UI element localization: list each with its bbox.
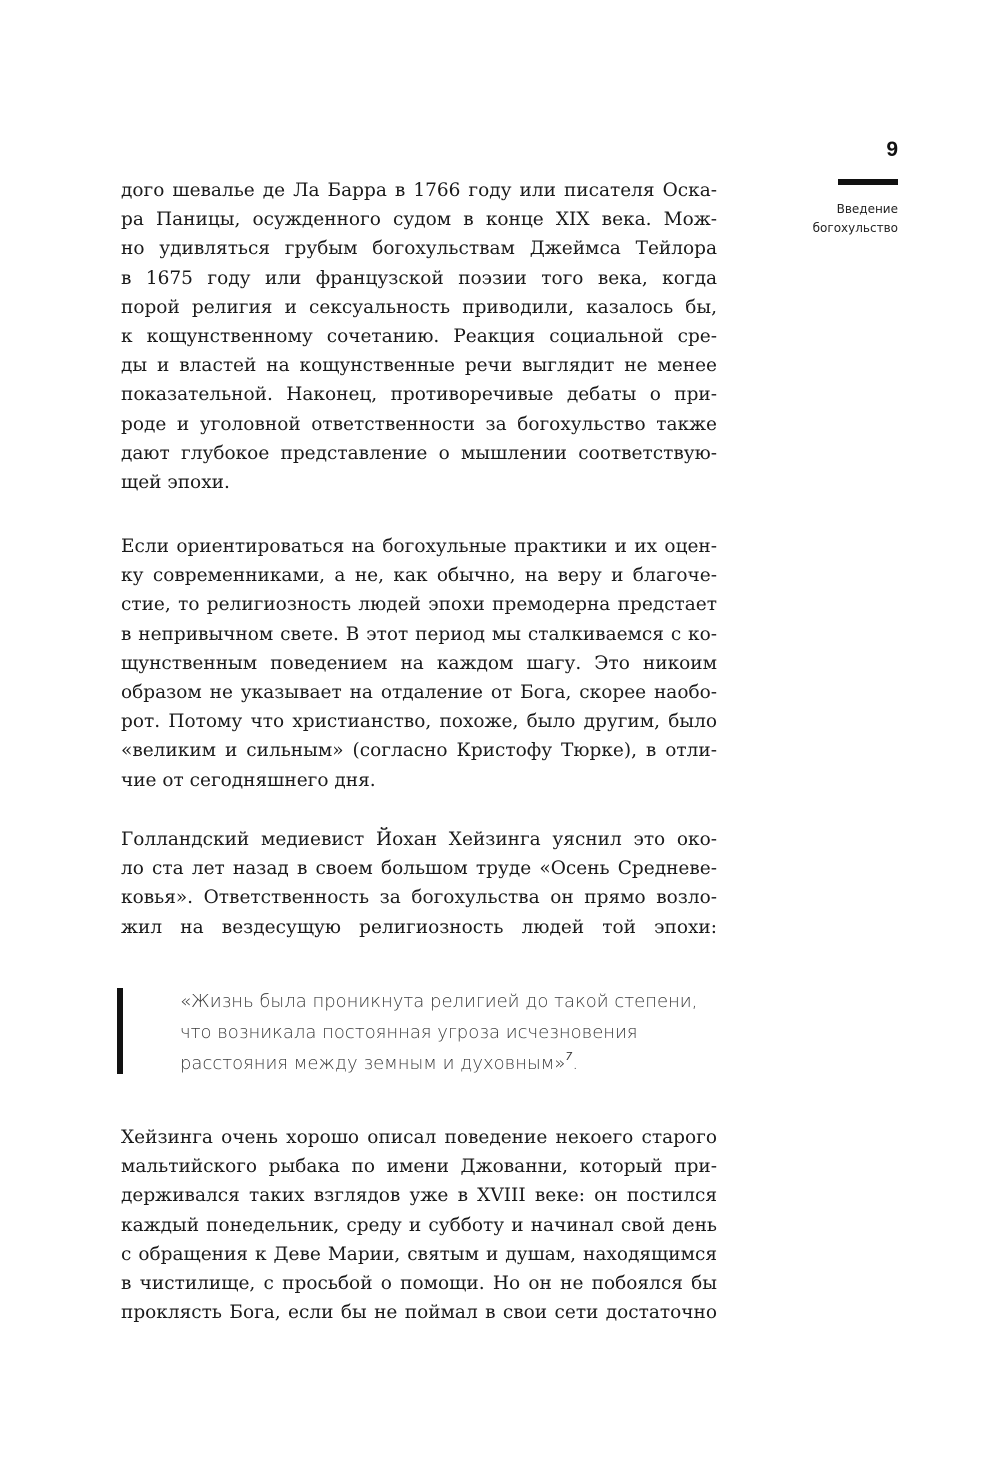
running-head-chapter: богохульство	[812, 221, 898, 235]
text-line: дают глубокое представление о мышлении соответствую-	[121, 442, 717, 464]
paragraph-1	[121, 176, 717, 497]
running-head-rule	[838, 179, 898, 185]
text-line: мальтийского рыбака по имени Джованни, который при-	[121, 1156, 717, 1178]
text-line: ковья». Ответственность за богохульства он прямо возло-	[121, 887, 717, 909]
text-line: Если ориентироваться на богохульные практики и их оцен-	[121, 536, 717, 557]
text-line: в чистилище, с просьбой о помощи. Но он не побоялся бы	[121, 1273, 717, 1295]
text-line: к кощунственному сочетанию. Реакция социальной сре-	[121, 326, 717, 348]
text-line: образом не указывает на отдаление от Бога, скорее наобо-	[121, 682, 717, 704]
text-line: щей эпохи.	[121, 472, 230, 494]
text-line: в 1675 году или французской поэзии того века, когда	[121, 267, 717, 289]
footnote-marker[interactable]: 7	[565, 1050, 573, 1063]
blockquote	[180, 986, 700, 1079]
blockquote-bar	[117, 988, 123, 1074]
text-line: порой религия и сексуальность приводили, казалось бы,	[121, 296, 717, 318]
page-number: 9	[886, 138, 898, 161]
running-head-section: Введение	[836, 202, 898, 216]
text-line: дого шевалье де Ла Барра в 1766 году или писателя Оска-	[121, 180, 717, 201]
text-line: показательной. Наконец, противоречивые дебаты о при-	[121, 384, 717, 406]
paragraph-2	[121, 532, 717, 795]
quote-line-last	[180, 1048, 700, 1079]
quote-line: «Жизнь была проникнута религией до такой степени,	[180, 991, 698, 1012]
text-line: проклясть Бога, если бы не поймал в свои сети достаточно	[121, 1302, 717, 1324]
text-line: ды и властей на кощунственные речи выглядит не менее	[121, 355, 717, 377]
text-line: щунственным поведением на каждом шагу. Это никоим	[121, 652, 717, 674]
text-line: в непривычном свете. В этот период мы сталкиваемся с ко-	[121, 623, 717, 645]
text-line: жил на вездесущую религиозность людей той эпохи:	[121, 916, 717, 938]
text-line: Хейзинга очень хорошо описал поведение некоего старого	[121, 1127, 717, 1148]
text-line: чие от сегодняшнего дня.	[121, 769, 376, 791]
text-line: ра Паницы, осужденного судом в конце XIX века. Мож-	[121, 209, 717, 231]
text-line: ку современниками, а не, как обычно, на веру и благоче-	[121, 565, 717, 587]
text-line: ло ста лет назад в своем большом труде «Осень Средневе-	[121, 858, 717, 880]
text-line: держивался таких взглядов уже в XVIII веке: он постился	[121, 1185, 717, 1207]
quote-line: что возникала постоянная угроза исчезновения	[180, 1022, 638, 1043]
text-line: роде и уголовной ответственности за богохульство также	[121, 413, 717, 435]
text-line: «великим и сильным» (согласно Кристофу Тюрке), в отли-	[121, 740, 717, 762]
text-line: с обращения к Деве Марии, святым и душам, находящимся	[121, 1243, 717, 1265]
paragraph-4	[121, 1123, 717, 1327]
text-line: рот. Потому что христианство, похоже, было другим, было	[121, 711, 717, 733]
paragraph-3	[121, 825, 717, 942]
text-line: стие, то религиозность людей эпохи премодерна предстает	[121, 594, 717, 616]
running-head	[790, 200, 898, 238]
text-line: но удивляться грубым богохульствам Джеймса Тейлора	[121, 238, 717, 260]
text-line: каждый понедельник, среду и субботу и начинал свой день	[121, 1214, 717, 1236]
quote-text: расстояния между земным и духовным»	[180, 1053, 566, 1074]
quote-end-punctuation: .	[572, 1053, 579, 1074]
text-line: Голландский медиевист Йохан Хейзинга уяснил это око-	[121, 829, 717, 850]
